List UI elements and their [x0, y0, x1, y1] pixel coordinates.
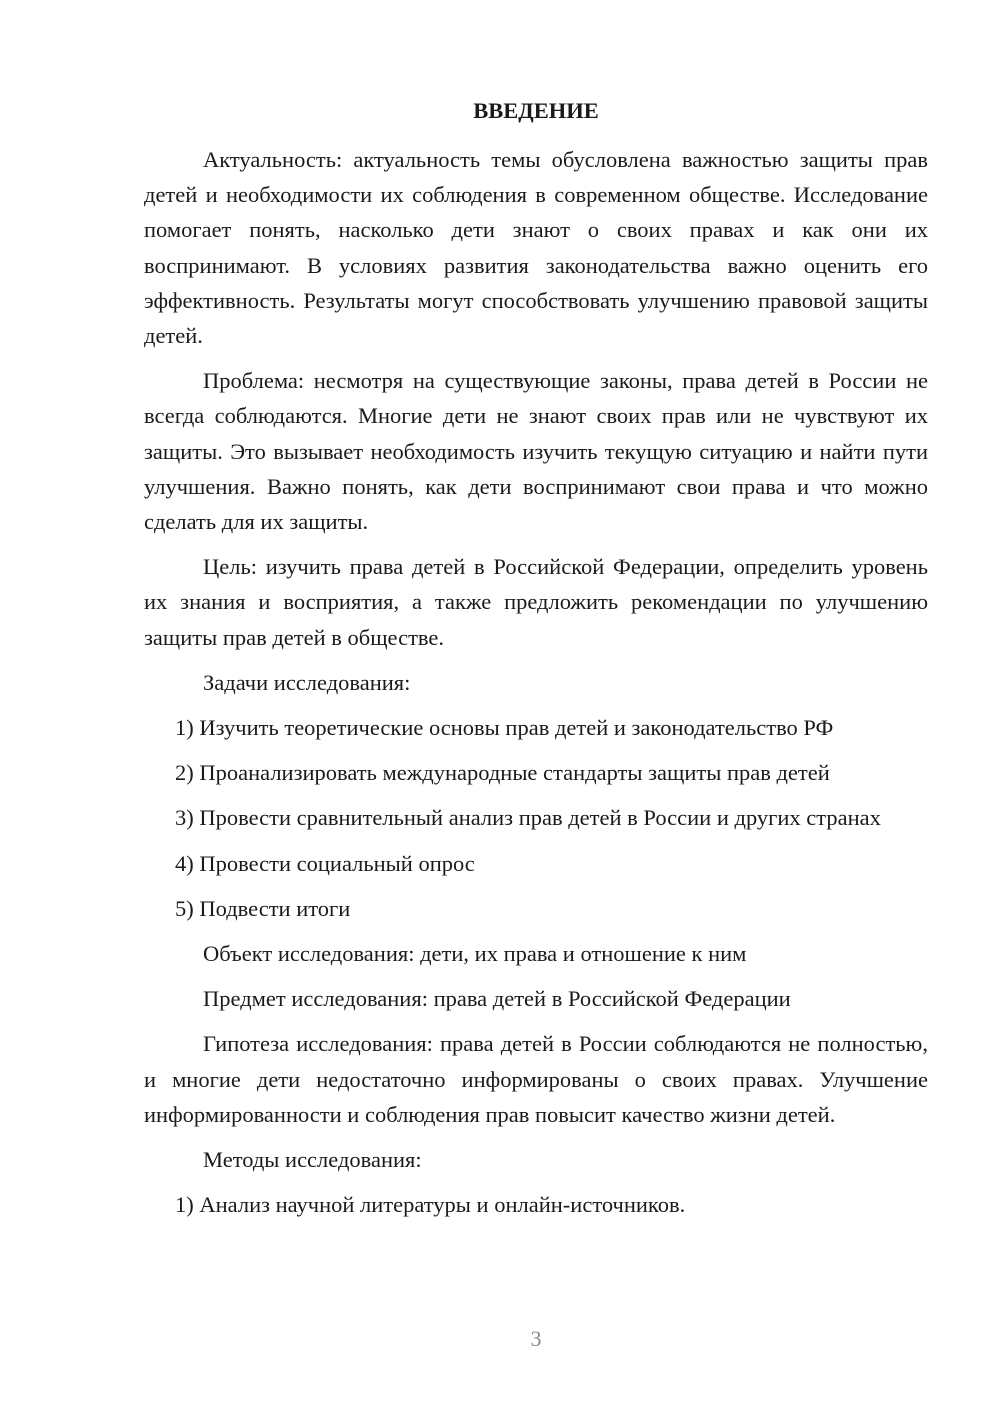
methods-heading: Методы исследования: — [203, 1147, 422, 1173]
task-item: 5) Подвести итоги — [175, 895, 351, 921]
relevance-paragraph: Актуальность: актуальность темы обусловлена важностью защиты прав детей и необходимости их соблюдения в современном обществе. Исследование помогает понять, насколько дети знают о своих правах и как они их воспринимают. В условиях развития законодательства важно оценить его эффективность. Результаты могут способствовать улучшению правовой защиты детей. — [144, 147, 928, 349]
object-paragraph: Объект исследования: дети, их права и отношение к ним — [203, 941, 747, 967]
method-item: 1) Анализ научной литературы и онлайн-источников. — [175, 1192, 686, 1218]
hypothesis-paragraph: Гипотеза исследования: права детей в России соблюдаются не полностью, и многие дети недостаточно информированы о своих правах. Улучшение информированности и соблюдения прав повысит качество жизни детей. — [144, 1031, 928, 1127]
problem-paragraph: Проблема: несмотря на существующие законы, права детей в России не всегда соблюдаются. Многие дети не знают своих прав или не чувствуют их защиты. Это вызывает необходимость изучить текущую ситуацию и найти пути улучшения. Важно понять, как дети воспринимают свои права и что можно сделать для их защиты. — [144, 368, 928, 535]
task-item: 4) Провести социальный опрос — [175, 850, 475, 876]
goal-paragraph: Цель: изучить права детей в Российской Федерации, определить уровень их знания и восприятия, а также предложить рекомендации по улучшению защиты прав детей в обществе. — [144, 554, 928, 650]
subject-paragraph: Предмет исследования: права детей в Российской Федерации — [203, 986, 791, 1012]
task-item: 1) Изучить теоретические основы прав детей и законодательство РФ — [175, 715, 834, 741]
task-item: 3) Провести сравнительный анализ прав детей в России и других странах — [175, 805, 881, 831]
page-number: 3 — [530, 1326, 542, 1351]
section-title: ВВЕДЕНИЕ — [473, 98, 599, 123]
document-page — [144, 93, 928, 1232]
task-item: 2) Проанализировать международные стандарты защиты прав детей — [175, 760, 830, 786]
tasks-heading: Задачи исследования: — [203, 669, 411, 695]
